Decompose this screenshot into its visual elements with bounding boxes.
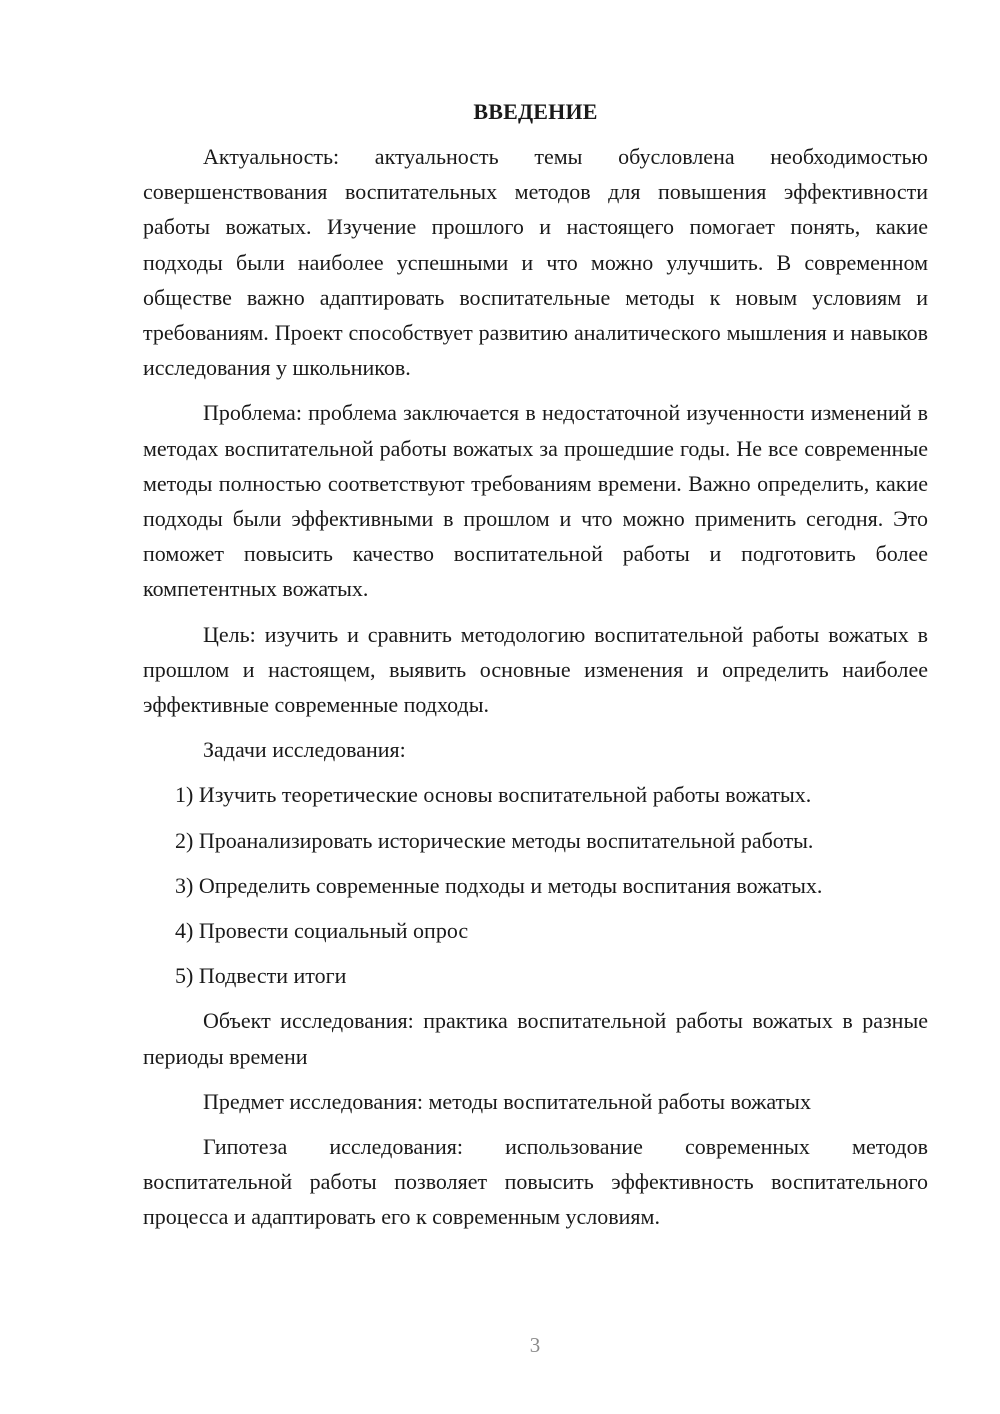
tasks-heading: Задачи исследования:	[203, 737, 406, 763]
page-number: 3	[529, 1333, 541, 1357]
page-title: ВВЕДЕНИЕ	[473, 99, 598, 124]
list-item: 1) Изучить теоретические основы воспитательной работы вожатых.	[175, 782, 812, 808]
hypothesis-paragraph: Гипотеза исследования: использование современных методов воспитательной работы позволяет повысить эффективность воспитательного процесса и адаптировать его к современным условиям.	[143, 1134, 928, 1230]
list-item: 5) Подвести итоги	[175, 963, 347, 989]
relevance-paragraph: Актуальность: актуальность темы обусловлена необходимостью совершенствования воспитательных методов для повышения эффективности работы вожатых. Изучение прошлого и настоящего помогает понять, какие подходы были наиболее успешными и что можно улучшить. В современном обществе важно адаптировать воспитательные методы к новым условиям и требованиям. Проект способствует развитию аналитического мышления и навыков исследования у школьников.	[143, 144, 928, 381]
list-item: 2) Проанализировать исторические методы воспитательной работы.	[175, 827, 814, 853]
tasks-list	[143, 777, 928, 993]
goal-paragraph: Цель: изучить и сравнить методологию воспитательной работы вожатых в прошлом и настоящем, выявить основные изменения и определить наиболее эффективные современные подходы.	[143, 621, 928, 718]
list-item: 3) Определить современные подходы и методы воспитания вожатых.	[175, 872, 823, 898]
object-paragraph: Объект исследования: практика воспитательной работы вожатых в разные периоды времени	[143, 1008, 928, 1069]
page-content	[143, 94, 928, 1245]
list-item: 4) Провести социальный опрос	[175, 918, 469, 944]
problem-paragraph: Проблема: проблема заключается в недостаточной изученности изменений в методах воспитательной работы вожатых за прошедшие годы. Не все современные методы полностью соответствуют требованиям времени. Важно определить, какие подходы были эффективными в прошлом и что можно применить сегодня. Это поможет повысить качество воспитательной работы и подготовить более компетентных вожатых.	[143, 400, 928, 602]
subject-paragraph: Предмет исследования: методы воспитательной работы вожатых	[203, 1088, 811, 1114]
